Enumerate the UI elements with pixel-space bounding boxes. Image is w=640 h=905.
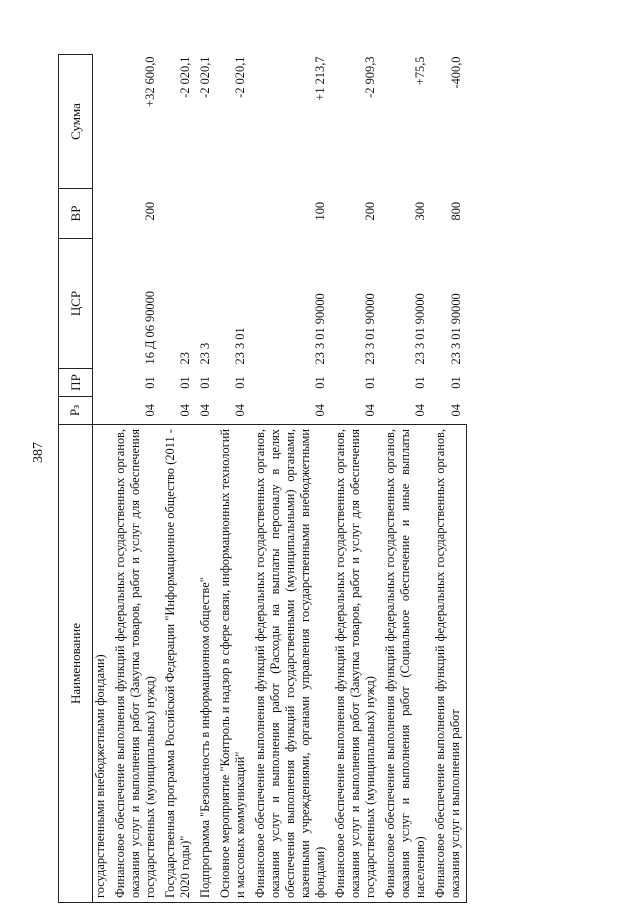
row-name: Основное мероприятие "Контроль и надзор в сфере связи, информационных технологий и массовых коммуникаций": [216, 425, 251, 903]
table-row: [431, 55, 467, 903]
row-sum: +1 213,7: [313, 56, 327, 101]
header-name: Наименование: [59, 425, 93, 903]
header-csr: ЦСР: [59, 239, 93, 369]
row-vr: 300: [413, 201, 427, 221]
row-rz: 04: [313, 404, 327, 417]
row-rz: 04: [413, 404, 427, 417]
row-pr: 01: [178, 376, 192, 389]
row-csr: 23: [178, 352, 192, 365]
row-pr: 01: [143, 376, 157, 389]
row-rz: 04: [178, 404, 192, 417]
row-vr: [161, 189, 196, 239]
row-csr: 23 3 01 90000: [313, 293, 327, 365]
budget-table: [58, 54, 467, 903]
row-name: Финансовое обеспечение выполнения функций федеральных государственных органов, оказания услуг и выполнения работ: [431, 425, 467, 903]
row-sum: +32 600,0: [143, 56, 157, 107]
row-csr: [93, 239, 112, 369]
row-vr: 800: [448, 201, 463, 221]
table-row: [216, 55, 251, 903]
row-pr: [93, 369, 112, 397]
row-sum: -2 020,1: [178, 56, 192, 98]
row-name: Финансовое обеспечение выполнения функций федеральных государственных органов, оказания услуг и выполнения работ (Расходы на выплаты персоналу в целях обеспечения выполнения функций государственными (муниципальными) органами, казенными учреждениями, органами управления государственными внебюджетными фондами): [251, 425, 331, 903]
row-rz: 04: [198, 404, 212, 417]
row-pr: 01: [363, 376, 377, 389]
header-rz: [59, 397, 93, 425]
row-rz: 04: [448, 404, 463, 417]
row-sum: -400,0: [448, 56, 463, 89]
table-row: [111, 55, 161, 903]
header-vr: ВР: [59, 189, 93, 239]
row-vr: [216, 189, 251, 239]
row-sum: +75,5: [413, 56, 427, 86]
row-name: Подпрограмма "Безопасность в информационном обществе": [196, 425, 216, 903]
table-row: [331, 55, 381, 903]
row-name: Государственная программа Российской Федерации "Информационное общество (2011 - 2020 годы)": [161, 425, 196, 903]
table-row: [196, 55, 216, 903]
table-row: [251, 55, 331, 903]
row-sum: [93, 55, 112, 189]
row-rz: 04: [143, 404, 157, 417]
table-row: [381, 55, 431, 903]
row-vr: 200: [143, 201, 157, 221]
row-pr: 01: [233, 376, 247, 389]
row-csr: 23 3: [198, 342, 212, 365]
row-sum: -2 909,3: [363, 56, 377, 98]
row-pr: 01: [413, 376, 427, 389]
row-pr: 01: [313, 376, 327, 389]
row-csr: 23 3 01: [233, 327, 247, 365]
row-vr: 100: [313, 201, 327, 221]
row-name: Финансовое обеспечение выполнения функций федеральных государственных органов, оказания услуг и выполнения работ (Социальное обеспечение и иные выплаты населению): [381, 425, 431, 903]
row-vr: [196, 189, 216, 239]
row-csr: 16 Д 06 90000: [143, 290, 157, 365]
row-vr: [93, 189, 112, 239]
row-rz: 04: [363, 404, 377, 417]
row-name: Финансовое обеспечение выполнения функций федеральных государственных органов, оказания услуг и выполнения работ (Закупка товаров, работ и услуг для обеспечения государственных (муниципальных) нужд): [331, 425, 381, 903]
row-pr: 01: [198, 376, 212, 389]
row-rz: [93, 397, 112, 425]
header-sum: Сумма: [59, 55, 93, 189]
row-name: государственными внебюджетными фондами): [93, 425, 112, 903]
table-header-row: [59, 55, 93, 903]
row-rz: 04: [233, 404, 247, 417]
row-csr: 23 3 01 90000: [413, 293, 427, 365]
row-name: Финансовое обеспечение выполнения функций федеральных государственных органов, оказания услуг и выполнения работ (Закупка товаров, работ и услуг для обеспечения государственных (муниципальных) нужд): [111, 425, 161, 903]
header-rz-sub: з: [71, 404, 82, 409]
page-number: 387: [31, 442, 46, 463]
table-row: [161, 55, 196, 903]
row-csr: 23 3 01 90000: [448, 293, 463, 365]
header-pr: ПР: [59, 369, 93, 397]
header-rz-main: Р: [67, 408, 82, 417]
row-sum: -2 020,1: [233, 56, 247, 98]
row-sum: -2 020,1: [198, 56, 212, 98]
row-csr: 23 3 01 90000: [363, 293, 377, 365]
row-pr: 01: [448, 376, 463, 389]
row-vr: 200: [363, 201, 377, 221]
table-row: [93, 55, 112, 903]
